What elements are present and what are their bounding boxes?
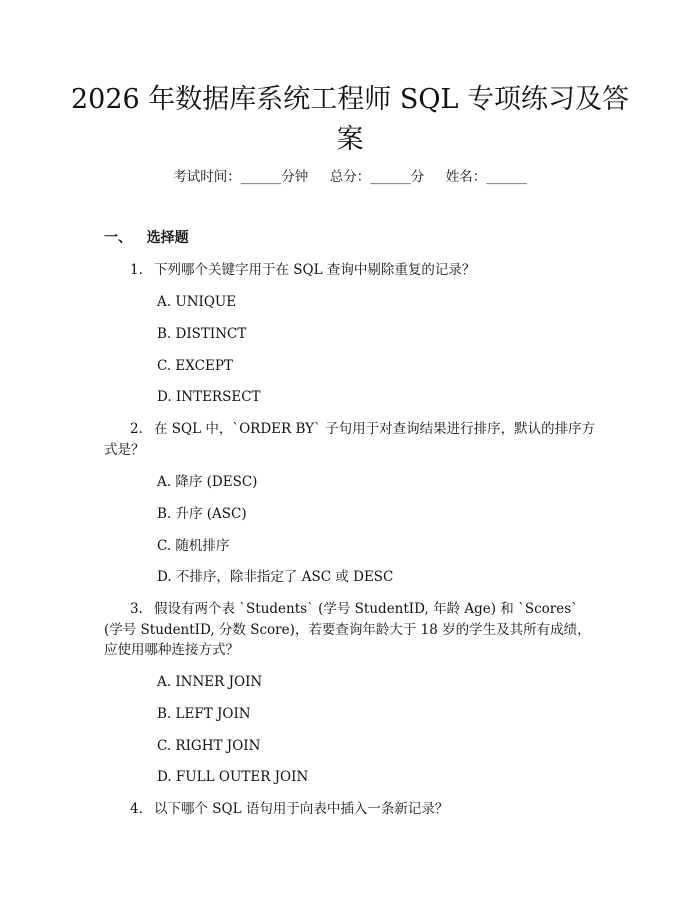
question-text: 假设有两个表 `Students` (学号 StudentID, 年龄 Age) 和 `Scores` (学号 StudentID, 分数 Score)，若要查询年龄大于 18 岁的学生及其所有成绩，应使用哪种连接方式？ [104, 601, 591, 658]
question-number: 4. [130, 801, 143, 817]
question-3-option-b: B. LEFT JOIN [157, 706, 251, 722]
question-3 [104, 599, 596, 661]
question-1-option-a: A. UNIQUE [157, 294, 237, 310]
question-1-option-b: B. DISTINCT [157, 326, 247, 342]
question-2-option-c: C. 随机排序 [157, 538, 230, 554]
question-1-option-d: D. INTERSECT [157, 389, 261, 405]
question-2 [104, 419, 596, 460]
question-text: 下列哪个关键字用于在 SQL 查询中剔除重复的记录？ [154, 262, 476, 278]
exam-info-line: 考试时间：______分钟 总分：______分 姓名：______ [173, 169, 527, 185]
document-title: 2026 年数据库系统工程师 SQL 专项练习及答案 [70, 84, 630, 155]
question-2-option-a: A. 降序 (DESC) [157, 474, 258, 490]
question-2-option-d: D. 不排序，除非指定了 ASC 或 DESC [157, 569, 394, 585]
section-heading: 一、 选择题 [104, 230, 189, 246]
question-4 [104, 799, 596, 820]
question-3-option-a: A. INNER JOIN [157, 674, 263, 690]
question-number: 3. [130, 601, 143, 617]
question-number: 1. [130, 262, 143, 278]
question-1 [104, 260, 596, 281]
question-2-option-b: B. 升序 (ASC) [157, 506, 247, 522]
question-3-option-c: C. RIGHT JOIN [157, 738, 261, 754]
question-text: 在 SQL 中，`ORDER BY` 子句用于对查询结果进行排序，默认的排序方式是？ [104, 421, 596, 458]
question-number: 2. [130, 421, 143, 437]
question-text: 以下哪个 SQL 语句用于向表中插入一条新记录？ [154, 801, 449, 817]
question-3-option-d: D. FULL OUTER JOIN [157, 769, 309, 785]
question-1-option-c: C. EXCEPT [157, 358, 233, 374]
